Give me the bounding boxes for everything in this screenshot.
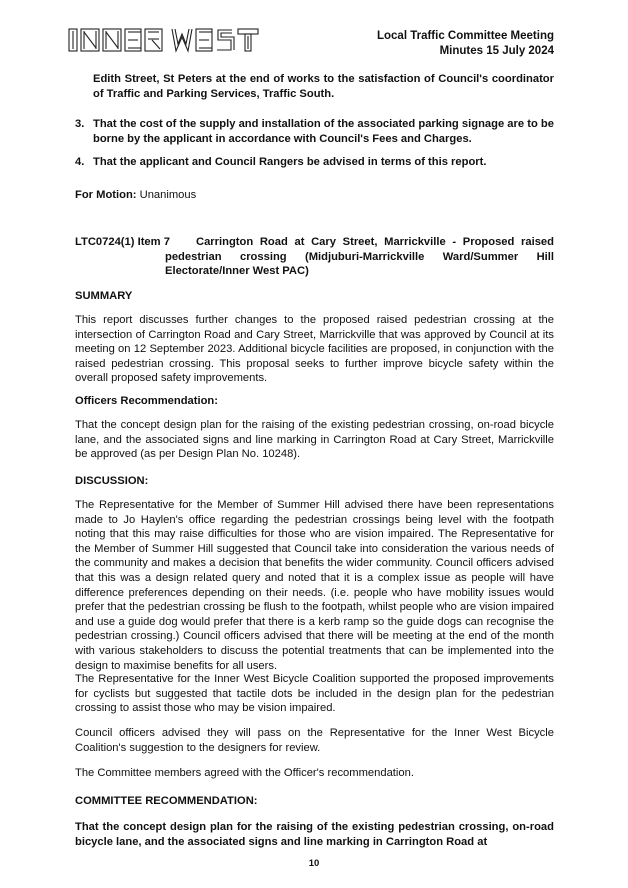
list-item-text: That the applicant and Council Rangers be advised in terms of this report.	[93, 156, 487, 168]
officers-recommendation-heading: Officers Recommendation:	[75, 395, 218, 407]
discussion-paragraph: The Representative for the Inner West Bicycle Coalition supported the proposed improvements for cyclists but suggested that tactile dots be included in the design plan for the pedestrian crossing to assist those who may be vision impaired.	[75, 673, 554, 715]
agenda-item-title-line1: Carrington Road at Cary Street, Marrickville - Proposed raised	[196, 236, 554, 248]
discussion-paragraph: The Representative for the Member of Summer Hill advised there have been representations made to Jo Haylen's office regarding the pedestrian crossings being level with the footpath noting that this may raise difficulties for those who are vision impaired. The Representative for the Member of Summer Hill suggested that Council take into consideration the various needs of the community and makes a decision that benefits the wider community. Council officers advised that this was a design related query and noted that it is a complex issue as people will have difference preferences depending on their needs. (i.e. people who have mobility issues would prefer that the pedestrian crossing be flush to the footpath, whilst people who are vision impaired and use a guide dog would prefer that there is a kerb ramp so the guide dogs can recognise the pedestrian crossing.) Council officers advised that there will be meeting at the end of the month with various stakeholders to discuss the potential treatments that can be implemented into the design to maximise benefits for all users.	[75, 499, 554, 672]
list-item	[75, 117, 554, 149]
list-item-text: That the cost of the supply and installation of the associated parking signage are to be borne by the applicant in accordance with Council's Fees and Charges.	[93, 118, 554, 145]
committee-recommendation-heading: COMMITTEE RECOMMENDATION:	[75, 795, 258, 807]
motion-value: Unanimous	[139, 189, 197, 201]
document-header	[377, 29, 554, 59]
discussion-paragraph: The Committee members agreed with the Officer's recommendation.	[75, 767, 414, 779]
continued-recommendation-text: Edith Street, St Peters at the end of works to the satisfaction of Council's coordinator of Traffic and Parking Services, Traffic South.	[93, 73, 554, 100]
summary-heading: SUMMARY	[75, 290, 133, 302]
agenda-item-code: LTC0724(1) Item 7	[75, 236, 170, 248]
officers-recommendation-text: That the concept design plan for the raising of the existing pedestrian crossing, on-road bicycle lane, and the associated signs and line marking in Carrington Road at Cary Street, Marrickville be approved (as per Design Plan No. 10248).	[75, 419, 554, 461]
committee-recommendation-text: That the concept design plan for the raising of the existing pedestrian crossing, on-road bicycle lane, and the associated signs and line marking in Carrington Road at	[75, 821, 554, 848]
minutes-date: Minutes 15 July 2024	[439, 45, 554, 57]
list-item	[75, 155, 554, 171]
motion-label: For Motion:	[75, 189, 137, 201]
page-number: 10	[308, 858, 320, 869]
discussion-paragraph: Council officers advised they will pass on the Representative for the Inner West Bicycle Coalition's suggestion to the designers for review.	[75, 727, 554, 754]
motion-line	[75, 188, 554, 203]
agenda-item-title-rest: pedestrian crossing (Midjuburi-Marrickville Ward/Summer Hill Electorate/Inner West PAC)	[165, 250, 554, 278]
summary-text: This report discusses further changes to the proposed raised pedestrian crossing at the intersection of Carrington Road and Cary Street, Marrickville that was approved by Council at its meeting on 12 September 2023. Additional bicycle facilities are proposed, in conjunction with the raised pedestrian crossing. This proposal seeks to further improve bicycle safety within the overall proposed safety improvements.	[75, 314, 554, 385]
discussion-heading: DISCUSSION:	[75, 475, 149, 487]
list-item-number: 4.	[75, 156, 85, 168]
inner-west-logo	[68, 27, 273, 53]
list-item-number: 3.	[75, 118, 85, 130]
agenda-item-title	[165, 235, 554, 279]
meeting-title: Local Traffic Committee Meeting	[376, 30, 554, 42]
